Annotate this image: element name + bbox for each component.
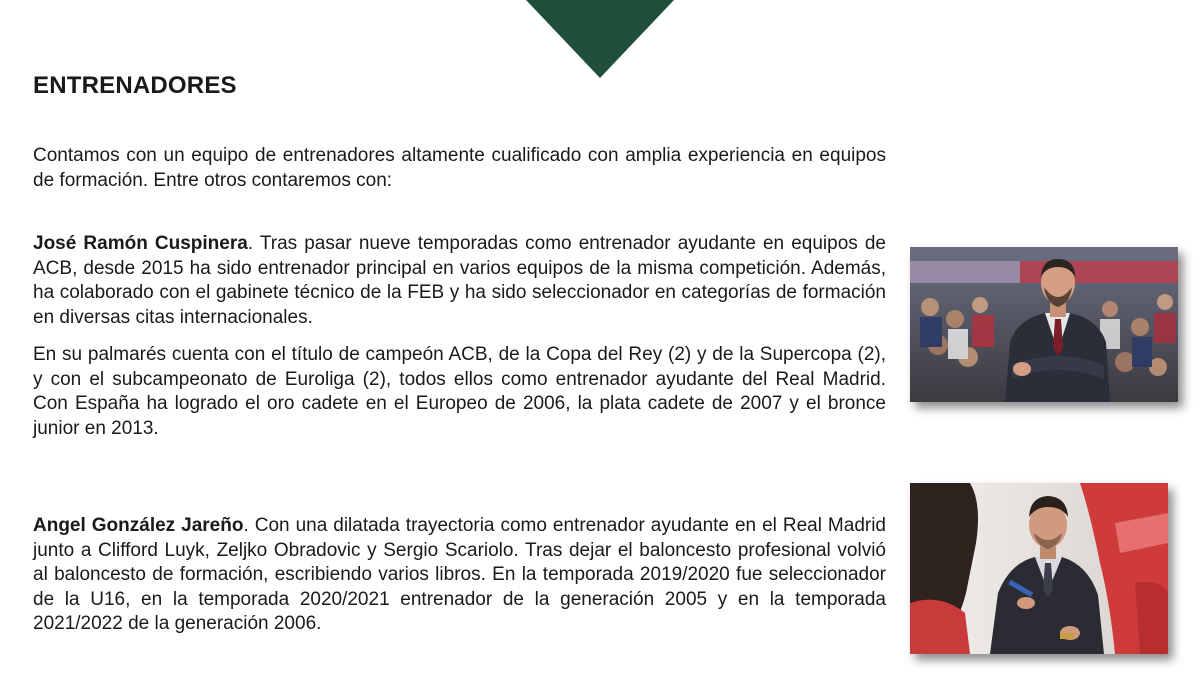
coach-2-photo [910,483,1168,654]
coach-1-bio: . Tras pasar nueve temporadas como entrenador ayudante en equipos de ACB, desde 2015 ha sido entrenador principal en varios equipos de la misma competición. Además, ha colaborado con el gabinete técnico de la FEB y ha sido seleccionador en categorías de formación en diversas citas internacionales. [33,233,887,328]
coach-2-name: Angel González Jareño [33,515,244,536]
top-triangle-decoration [526,0,674,78]
coach-2-bio: . Con una dilatada trayectoria como entrenador ayudante en el Real Madrid junto a Clifford Luyk, Zeljko Obradovic y Sergio Scariolo. Tras dejar el baloncesto profesional volvió al baloncesto de formación, escribiendo varios libros. En la temporada 2019/2020 fue seleccionador de la U16, en la temporada 2020/2021 entrenador de la generación 2005 y en la temporada 2021/2022 de la generación 2006. [33,515,887,634]
coach-1-paragraph [33,232,886,330]
intro-paragraph: Contamos con un equipo de entrenadores altamente cualificado con amplia experiencia en equipos de formación. Entre otros contaremos con: [33,145,886,191]
coach-1-palmares: En su palmarés cuenta con el título de campeón ACB, de la Copa del Rey (2) y de la Supercopa (2), y con el subcampeonato de Euroliga (2), todos ellos como entrenador ayudante del Real Madrid. Con España ha logrado el oro cadete en el Europeo de 2006, la plata cadete de 2007 y el bronce junior en 2013. [33,344,886,439]
coach-1-name: José Ramón Cuspinera [33,233,248,254]
coach-1-photo [910,247,1178,402]
coach-2-paragraph [33,514,886,637]
page-title: ENTRENADORES [33,72,237,99]
